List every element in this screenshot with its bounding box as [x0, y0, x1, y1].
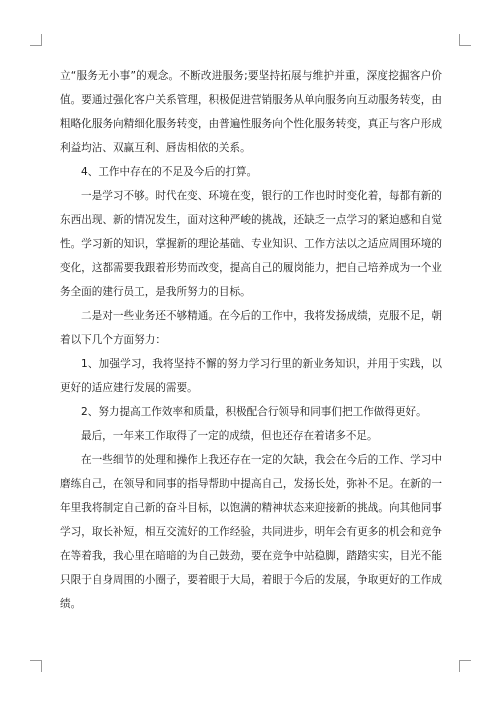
crop-mark-bottom-right: [459, 660, 471, 672]
crop-mark-top-right: [459, 34, 471, 46]
paragraph-service-continuation: 立“服务无小事”的观念。不断改进服务;要坚持拓展与维护并重，深度挖掘客户价值。要通过强化客户关系管理，积极促进营销服务从单向服务向互动服务转变，由粗略化服务向精细化服务转变，由普遍性服务向个性化服务转变，真正与客户形成利益均沾、双赢互利、唇齿相依的关系。: [60, 70, 442, 154]
paragraph-conclusion: 在一些细节的处理和操作上我还存在一定的欠缺，我会在今后的工作、学习中磨练自己，在领导和同事的指导帮助中提高自己，发扬长处，弥补不足。在新的一年里我将制定自己新的奋斗目标，以饱满的精神状态来迎接新的挑战。向其他同事学习，取长补短，相互交流好的工作经验，共同进步，明年会有更多的机会和竞争在等着我，我心里在暗暗的为自己鼓劲，要在竞争中站稳脚，踏踏实实，目光不能只限于自身周围的小圈子，要着眼于大局，着眼于今后的发展，争取更好的工作成绩。: [60, 454, 442, 610]
paragraph-finally: 最后，一年来工作取得了一定的成绩，但也还存在着诸多不足。: [81, 430, 378, 442]
document-body: [60, 64, 442, 616]
paragraph-learning: 一是学习不够。时代在变、环境在变，银行的工作也时时变化着，每都有新的东西出现、新的情况发生，面对这种严峻的挑战，还缺乏一点学习的紧迫感和自觉性。学习新的知识，掌握新的理论基础、专业知识、工作方法以之适应周围环境的变化，这都需要我跟着形势而改变，提高自己的履岗能力，把自己培养成为一个业务全面的建行员工，是我所努力的目标。: [60, 190, 442, 298]
paragraph-item-1: 1、加强学习，我将坚持不懈的努力学习行里的新业务知识，并用于实践，以更好的适应建行发展的需要。: [60, 358, 442, 394]
paragraph-item-2: 2、努力提高工作效率和质量，积极配合行领导和同事们把工作做得更好。: [81, 406, 427, 418]
crop-mark-bottom-left: [30, 660, 42, 672]
paragraph-business-proficiency: 二是对一些业务还不够精通。在今后的工作中，我将发扬成绩，克服不足，朝着以下几个方面努力：: [60, 310, 442, 346]
section-heading-shortcomings: 4、工作中存在的不足及今后的打算。: [81, 166, 258, 178]
crop-mark-top-left: [30, 34, 42, 46]
